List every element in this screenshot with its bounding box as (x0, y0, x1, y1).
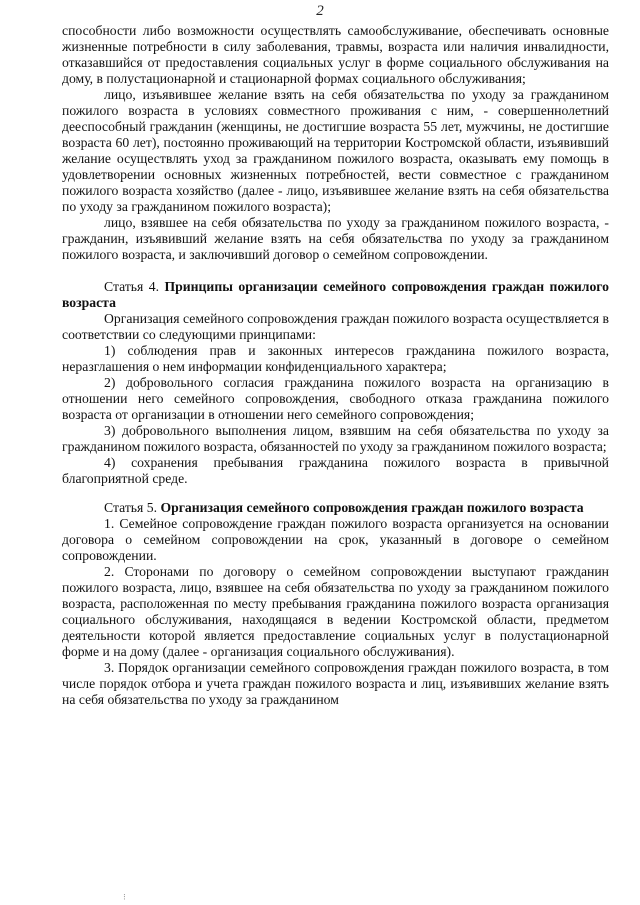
scan-mark: ⁝ (123, 893, 126, 903)
article-4-prefix: Статья 4. (104, 279, 165, 294)
paragraph: лицо, изъявившее желание взять на себя обязательства по уходу за гражданином пожилого возраста в условиях совместного проживания с ним, - совершеннолетний дееспособный гражданин (женщины, не достигшие возраста 55 лет, мужчины, не достигшие возраста 60 лет), постоянно проживающий на территории Костромской области, изъявивший желание осуществлять уход за гражданином пожилого возраста, оказывать ему помощь в удовлетворении основных жизненных потребностей, вести совместное с гражданином пожилого возраста хозяйство (далее - лицо, изъявившее желание взять на себя обязательства по уходу за гражданином пожилого возраста); (62, 87, 609, 214)
article-5-prefix: Статья 5. (104, 500, 161, 515)
article-4-heading (62, 279, 609, 311)
paragraph: 3) добровольного выполнения лицом, взявшим на себя обязательства по уходу за гражданином пожилого возраста, обязанностей по уходу за гражданином пожилого возраста; (62, 423, 609, 454)
article-5-title: Организация семейного сопровождения граждан пожилого возраста (160, 500, 584, 515)
paragraph: способности либо возможности осуществлять самообслуживание, обеспечивать основные жизненные потребности в силу заболевания, травмы, возраста или наличия инвалидности, отказавшийся от предоставления социальных услуг в форме социального обслуживания на дому, в полустационарной и стационарной формах социального обслуживания; (62, 23, 609, 86)
paragraph: 1. Семейное сопровождение граждан пожилого возраста организуется на основании договора о семейном сопровождении на срок, указанный в договоре о семейном сопровождении. (62, 516, 609, 563)
paragraph: 4) сохранения пребывания гражданина пожилого возраста в привычной благоприятной среде. (62, 455, 609, 486)
article-4-title: Принципы организации семейного сопровождения граждан пожилого возраста (62, 279, 610, 310)
paragraph: 3. Порядок организации семейного сопровождения граждан пожилого возраста, в том числе порядок отбора и учета граждан пожилого возраста и лиц, изъявивших желание взять на себя обязательства по уходу за гражданином (62, 660, 609, 707)
paragraph: Организация семейного сопровождения граждан пожилого возраста осуществляется в соответствии со следующими принципами: (62, 311, 609, 342)
paragraph: лицо, взявшее на себя обязательства по уходу за гражданином пожилого возраста, - гражданин, изъявивший желание взять на себя обязательства по уходу за гражданином пожилого возраста, и заключивший договор о семейном сопровождении. (62, 215, 609, 262)
paragraph: 1) соблюдения прав и законных интересов гражданина пожилого возраста, неразглашения о нем информации конфиденциального характера; (62, 343, 609, 374)
document-body (62, 23, 609, 708)
page-number: 2 (316, 3, 324, 19)
paragraph: 2. Сторонами по договору о семейном сопровождении выступают гражданин пожилого возраста, лицо, взявшее на себя обязательства по уходу за гражданином пожилого возраста, расположенная по месту пребывания гражданина пожилого возраста организация социального обслуживания, находящаяся в ведении Костромской области, предметом деятельности которой является предоставление социальных услуг в полустационарной форме и на дому (далее - организация социального обслуживания). (62, 564, 609, 659)
paragraph: 2) добровольного согласия гражданина пожилого возраста на организацию в отношении него семейного сопровождения, свободного отказа гражданина пожилого возраста от организации в отношении него семейного сопровождения; (62, 375, 609, 422)
article-5-heading (62, 500, 609, 516)
